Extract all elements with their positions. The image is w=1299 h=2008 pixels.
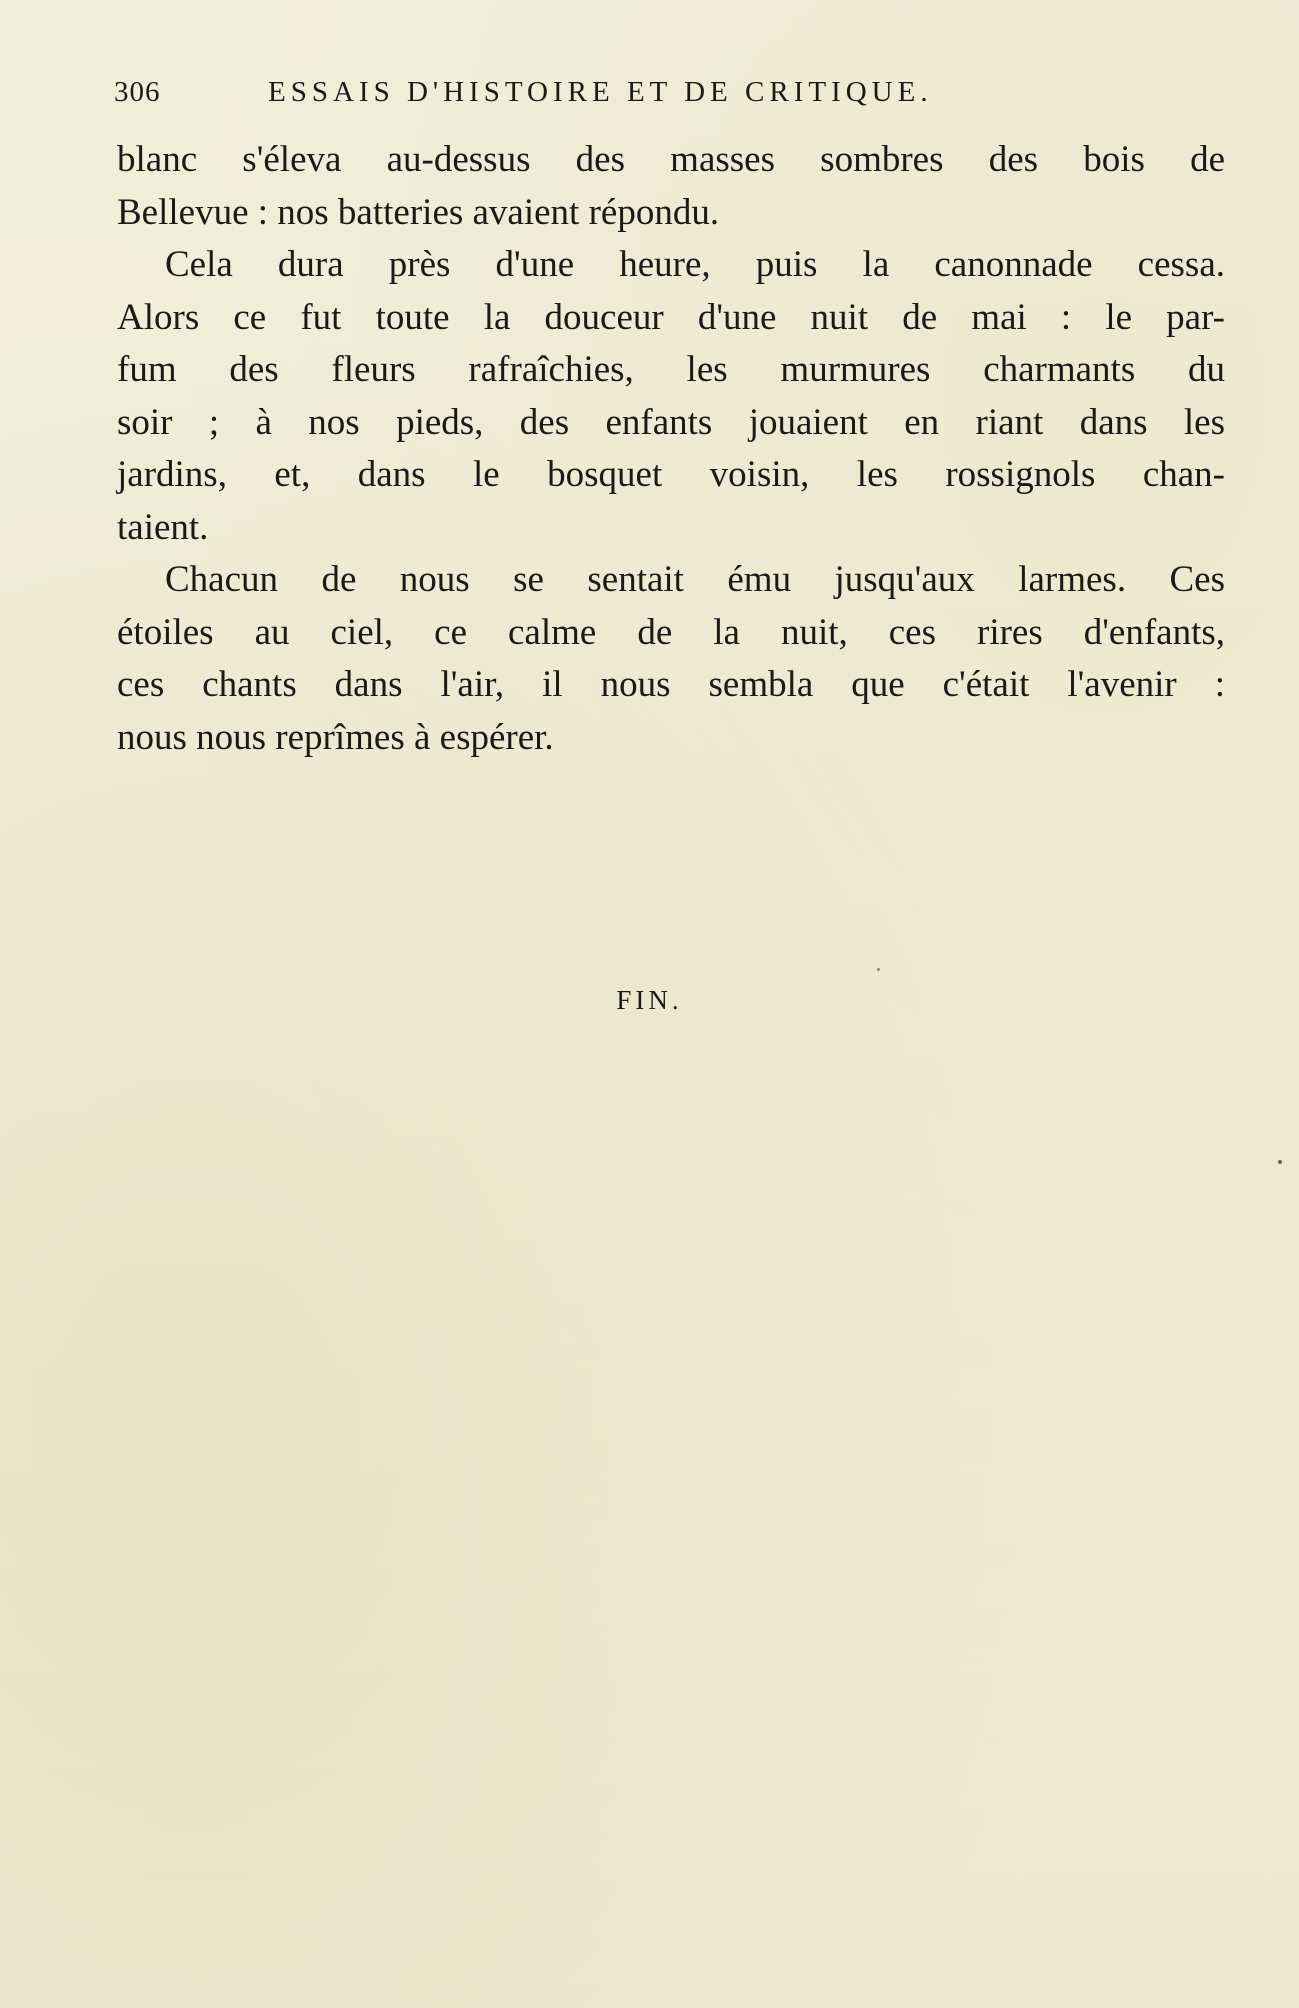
running-head	[114, 72, 1214, 112]
paragraph-1	[117, 134, 1225, 239]
paragraph-2	[117, 239, 1225, 554]
text-line: Chacun de nous se sentait ému jusqu'aux larmes. Ces	[165, 559, 1225, 600]
text-line: étoiles au ciel, ce calme de la nuit, ces rires d'enfants,	[117, 611, 1225, 653]
paper-speck	[1278, 1160, 1282, 1164]
body-text	[117, 134, 1225, 764]
paragraph-3	[117, 554, 1225, 764]
text-line: Bellevue : nos batteries avaient répondu.	[117, 191, 720, 233]
text-line: Alors ce fut toute la douceur d'une nuit de mai : le par-	[117, 296, 1225, 338]
text-line: taient.	[117, 506, 209, 548]
page-number: 306	[114, 76, 161, 108]
text-line: fum des fleurs rafraîchies, les murmures charmants du	[117, 349, 1225, 390]
paper-speck	[877, 968, 880, 971]
running-title: ESSAIS D'HISTOIRE ET DE CRITIQUE.	[268, 76, 933, 108]
text-line: soir ; à nos pieds, des enfants jouaient en riant dans les	[117, 401, 1225, 443]
end-mark: FIN.	[616, 985, 683, 1015]
text-line: jardins, et, dans le bosquet voisin, les rossignols chan-	[117, 454, 1225, 495]
text-line: ces chants dans l'air, il nous sembla que c'était l'avenir :	[117, 664, 1225, 705]
text-line: Cela dura près d'une heure, puis la canonnade cessa.	[165, 244, 1225, 285]
text-line: nous nous reprîmes à espérer.	[117, 716, 554, 758]
text-line: blanc s'éleva au-dessus des masses sombres des bois de	[117, 139, 1225, 180]
